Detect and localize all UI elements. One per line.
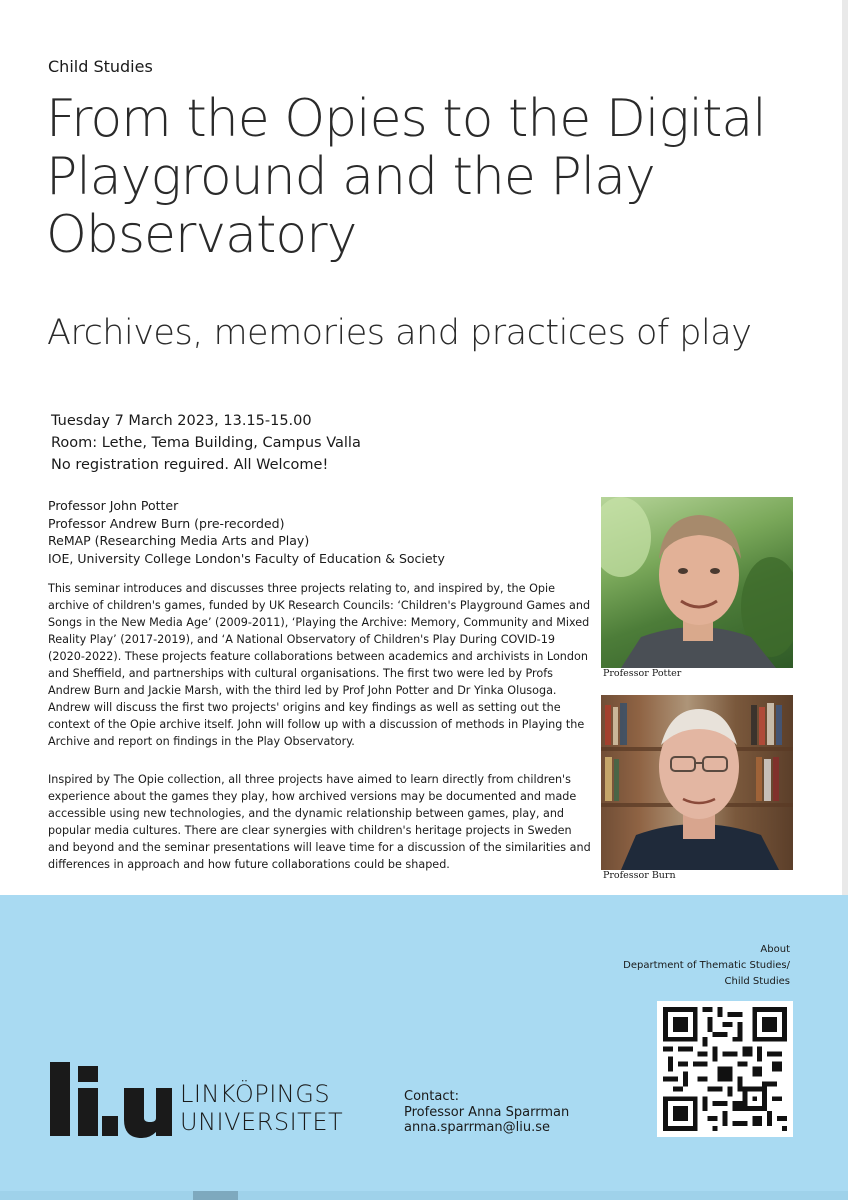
speaker-line: Professor John Potter [48, 498, 179, 513]
about-link[interactable] [623, 942, 790, 990]
speaker-line: ReMAP (Researching Media Arts and Play) [48, 533, 310, 548]
burn-photo [601, 695, 793, 870]
title-line: Playground and the Play [46, 147, 655, 207]
about-line: Child Studies [724, 976, 790, 987]
event-datetime: Tuesday 7 March 2023, 13.15-15.00 [51, 413, 312, 429]
description-paragraph-1: This seminar introduces and discusses three projects relating to, and inspired by, the Opie archive of children's games, funded by UK Research Councils: ‘Children's Playground Games and Songs in the New Media Age’ (2009-2011), ‘Playing the Archive: Memory, Community and Mixed Reality Play’ (2017-2019), and ‘A National Observatory of Children's Play During COVID-19 (2020-2022). These projects feature collaborations between academics and archivists in London and Sheffield, and partnerships with cultural organisations. The first two were led by Profs Andrew Burn and Jackie Marsh, with the third led by Prof John Potter and Dr Yinka Olusoga. Andrew will discuss the first two projects' origins and key findings as well as setting out the context of the Opie archive itself. John will follow up with a discussion of methods in Playing the Archive and report on findings in the Play Observatory. [48, 582, 591, 748]
liu-logo [50, 1062, 370, 1138]
contact-name: Professor Anna Sparrman [404, 1104, 570, 1120]
event-info [51, 410, 361, 476]
potter-caption: Professor Potter [603, 668, 682, 679]
potter-photo [601, 497, 793, 668]
contact-label: Contact: [404, 1089, 459, 1104]
burn-caption: Professor Burn [603, 870, 676, 881]
speaker-line: Professor Andrew Burn (pre-recorded) [48, 515, 285, 531]
event-room: Room: Lethe, Tema Building, Campus Valla [51, 435, 361, 451]
qr-code-image [663, 1007, 787, 1131]
speakers-list [48, 497, 445, 567]
poster-title [46, 90, 826, 264]
department-label: Child Studies [48, 57, 153, 76]
footer-bottom-strip [0, 1191, 848, 1200]
liu-logo-mark [50, 1062, 172, 1138]
poster-subtitle: Archives, memories and practices of play [47, 313, 752, 353]
about-line: Department of Thematic Studies/ [623, 960, 790, 971]
contact-block [404, 1089, 569, 1136]
university-line: UNIVERSITET [180, 1108, 344, 1136]
title-line: Observatory [46, 205, 357, 265]
university-line: LINKÖPINGS [180, 1080, 331, 1108]
title-line: From the Opies to the Digital [46, 89, 766, 149]
page-edge [842, 0, 848, 895]
description-paragraph-2: Inspired by The Opie collection, all three projects have aimed to learn directly from children's experience about the games they play, how archived versions may be documented and made accessible using new technologies, and the dynamic relationship between games, play, and popular media cultures. There are clear synergies with children's heritage projects in Sweden and beyond and the seminar presentations will leave time for a discussion of the similarities and differences in approach and how future collaborations could be shaped. [48, 773, 591, 871]
university-name [180, 1080, 343, 1136]
qr-code[interactable] [657, 1001, 793, 1137]
about-line: About [760, 944, 790, 955]
event-registration: No registration reguired. All Welcome! [51, 457, 329, 473]
speaker-line: IOE, University College London's Faculty of Education & Society [48, 550, 445, 566]
contact-email[interactable]: anna.sparrman@liu.se [404, 1120, 551, 1135]
footer-bottom-mark [193, 1191, 238, 1200]
